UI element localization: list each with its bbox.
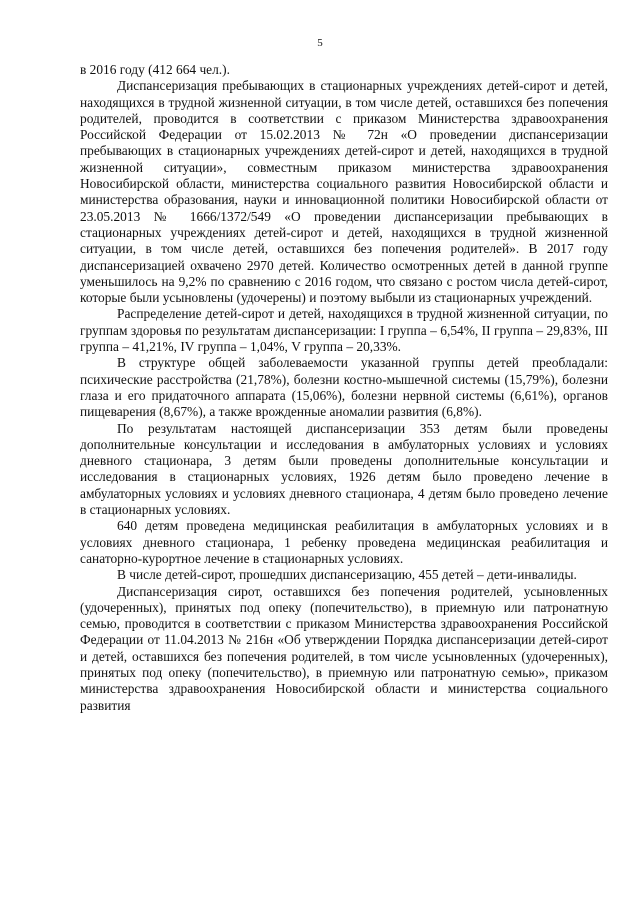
paragraph-8: Диспансеризация сирот, оставшихся без попечения родителей, усыновленных (удочеренных), принятых под опеку (попечительство), в приемную или патронатную семью, проводится в соответствии с приказом Министерства здравоохранения Российской Федерации от 11.04.2013 № 216н «Об утверждении Порядка диспансеризации детей-сирот и детей, оставшихся без попечения родителей, в том числе усыновленных (удочеренных), принятых под опеку (попечительство), в приемную или патронатную семью», приказом министерства здравоохранения Новосибирской области и министерства социального развития [80,583,608,713]
paragraph-2: Диспансеризация пребывающих в стационарных учреждениях детей-сирот и детей, находящихся в трудной жизненной ситуации, в том числе детей, оставшихся без попечения родителей, проводится в соответствии с приказом Министерства здравоохранения Российской Федерации от 15.02.2013 № 72н «О проведении диспансеризации пребывающих в стационарных учреждениях детей-сирот и детей, находящихся в трудной жизненной ситуации», совместным приказом министерства здравоохранения Новосибирской области, министерства социального развития Новосибирской области и министерства образования, науки и инновационной политики Новосибирской области от 23.05.2013 № 1666/1372/549 «О проведении диспансеризации пребывающих в стационарных учреждениях детей-сирот и детей, находящихся в трудной жизненной ситуации, в том числе детей, оставшихся без попечения родителей». В 2017 году диспансеризацией охвачено 2970 детей. Количество осмотренных детей в данной группе уменьшилось на 9,2% по сравнению с 2016 годом, что связано с ростом числа детей-сирот, которые были усыновлены (удочерены) и поэтому выбыли из стационарных учреждений. [80,78,608,306]
paragraph-4: В структуре общей заболеваемости указанной группы детей преобладали: психические расстройства (21,78%), болезни костно-мышечной системы (15,79%), болезни глаза и его придаточного аппарата (15,06%), болезни нервной системы (6,61%), органов пищеварения (8,67%), а также врожденные аномалии развития (6,8%). [80,355,608,420]
paragraph-6: 640 детям проведена медицинская реабилитация в амбулаторных условиях и в условиях дневного стационара, 1 ребенку проведена медицинская реабилитация и санаторно-курортное лечение в стационарных условиях. [80,518,608,566]
body-text [80,62,608,714]
page-number: 5 [317,37,323,49]
paragraph-7: В числе детей-сирот, прошедших диспансеризацию, 455 детей – дети-инвалиды. [117,567,577,583]
paragraph-5: По результатам настоящей диспансеризации 353 детям были проведены дополнительные консультации и исследования в амбулаторных условиях и условиях дневного стационара, 3 детям были проведены дополнительные консультации и исследования в стационарных условиях, 1926 детям было проведено лечение в амбулаторных условиях и условиях дневного стационара, 4 детям было проведено лечение в стационарных условиях. [80,420,608,518]
paragraph-3: Распределение детей-сирот и детей, находящихся в трудной жизненной ситуации, по группам здоровья по результатам диспансеризации: I группа – 6,54%, II группа – 29,83%, III группа – 41,21%, IV группа – 1,04%, V группа – 20,33%. [80,306,608,355]
paragraph-1: в 2016 году (412 664 чел.). [80,62,230,77]
